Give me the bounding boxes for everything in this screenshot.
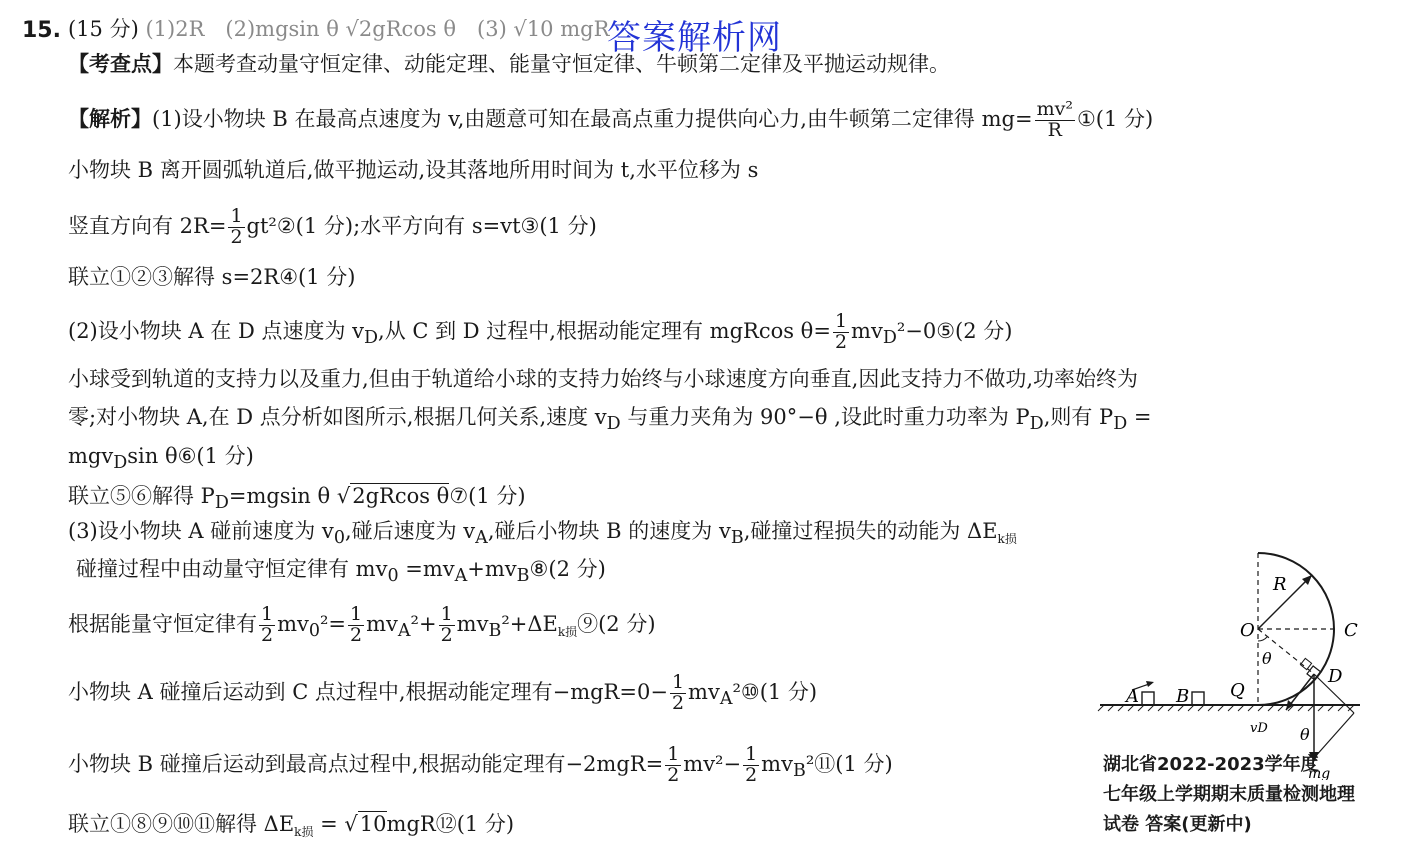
subscript: B [488, 621, 502, 642]
text: ²⑩(1 分) [732, 679, 818, 704]
denominator: 2 [350, 623, 363, 646]
label-vD: vD [1250, 721, 1268, 736]
subscript: 0 [333, 528, 345, 549]
text: 联立⑤⑥解得 P [68, 484, 215, 508]
text: 根据能量守恒定律有 [68, 611, 257, 636]
solution-line-13 [68, 673, 817, 714]
denominator: 2 [230, 225, 243, 248]
text: mv²− [683, 751, 742, 776]
sqrt-content: 2gRcos θ [352, 484, 450, 508]
text: ⑧(2 分) [529, 557, 606, 581]
subscript: A [397, 621, 411, 642]
numerator: 1 [261, 603, 274, 625]
solution-line-11 [76, 555, 606, 590]
text: (1)设小物块 B 在最高点速度为 v,由题意可知在最高点重力提供向心力,由牛顿第二定律得 mg= [152, 106, 1033, 131]
text: ²+ [410, 611, 437, 636]
subscript: A [454, 566, 468, 587]
numerator: 1 [440, 603, 453, 625]
solution-line-5 [68, 312, 1012, 353]
text: ,碰后速度为 v [344, 519, 476, 543]
text: mv [688, 679, 720, 704]
subscript: A [475, 528, 488, 549]
subscript: A [719, 689, 733, 710]
text: mv [761, 751, 793, 776]
numerator: 1 [834, 310, 848, 332]
text: mv [456, 611, 489, 636]
block-b [1192, 692, 1204, 705]
footer-line-1: 湖北省2022-2023学年度 [1103, 754, 1319, 775]
subscript: k损 [997, 532, 1017, 547]
denominator: 2 [261, 623, 274, 646]
text: mv [277, 611, 309, 636]
solution-line-2: 小物块 B 离开圆弧轨道后,做平抛运动,设其落地所用时间为 t,水平位移为 s [68, 158, 759, 182]
denominator: 2 [745, 763, 758, 786]
solution-line-9: 联立⑤⑥解得 $P_D=mgsin$ θ √2gRcos θ⑦(1 分) [68, 484, 526, 514]
denominator: R [1047, 118, 1062, 141]
text: ,碰撞过程损失的动能为 ΔE [743, 519, 998, 543]
exam-points [68, 50, 950, 78]
fraction [439, 605, 455, 646]
sqrt-content: 10 [359, 812, 387, 836]
text: (2)设小物块 A 在 D 点速度为 v [68, 318, 364, 343]
subscript: 0 [387, 566, 399, 587]
text: mgR⑫(1 分) [386, 812, 515, 836]
label-R: R [1273, 574, 1287, 595]
text: ①(1 分) [1076, 106, 1154, 131]
solution-line-12 [68, 605, 656, 646]
label-D: D [1328, 666, 1343, 687]
text: mgv [68, 444, 114, 468]
solution-line-10 [68, 517, 1017, 553]
exam-points-text: 本题考查动量守恒定律、动能定理、能量守恒定律、牛顿第二定律及平抛运动规律。 [173, 52, 950, 76]
fraction [348, 605, 364, 646]
fraction [1035, 100, 1075, 141]
label-B: B [1176, 686, 1190, 707]
solution-line-7 [68, 403, 1152, 438]
numerator: 1 [745, 743, 758, 765]
text: ,从 C 到 D 过程中,根据动能定理有 mgRcos θ= [378, 318, 831, 343]
text: = [1127, 405, 1152, 429]
denominator: 2 [440, 623, 453, 646]
text: 联立①⑧⑨⑩⑪解得 ΔE [68, 812, 295, 836]
block-a-arrowhead [1146, 681, 1154, 687]
score: (15 分) [68, 17, 139, 41]
subscript: D [882, 328, 897, 349]
text: 竖直方向有 2R= [68, 213, 227, 238]
text: = [313, 812, 345, 836]
text: mv [366, 611, 398, 636]
question-number: 15. [22, 18, 61, 43]
answer-summary [68, 15, 609, 43]
label-O: O [1240, 620, 1255, 641]
text: sin θ⑥(1 分) [127, 444, 254, 468]
subscript: B [730, 528, 744, 549]
denominator: 2 [671, 691, 685, 714]
final-answers: (1)2R (2)mgsin θ √2gRcos θ (3) √10 mgR [145, 17, 610, 41]
text: ⑨(2 分) [577, 611, 656, 636]
text: =mgsin θ [228, 484, 337, 508]
subscript: D [1029, 414, 1044, 435]
solution-line-1 [68, 100, 1153, 141]
block-a [1142, 692, 1154, 705]
numerator: 1 [350, 603, 363, 625]
subscript: B [792, 761, 806, 782]
footer-line-2: 七年级上学期期末质量检测地理 [1103, 784, 1355, 805]
text: 小物块 B 碰撞后运动到最高点过程中,根据动能定理有−2mgR= [68, 751, 664, 776]
label-mg: mg [1308, 766, 1331, 780]
subscript: k损 [294, 825, 314, 840]
denominator: 2 [667, 763, 680, 786]
subscript: D [113, 453, 128, 474]
fraction [665, 745, 681, 786]
numerator: mv² [1036, 98, 1073, 120]
text: mv [851, 318, 883, 343]
physics-figure [1090, 540, 1390, 780]
solution-line-6: 小球受到轨道的支持力以及重力,但由于轨道给小球的支持力始终与小球速度方向垂直,因此支持力不做功,功率始终为 [68, 367, 1139, 391]
subscript: k损 [557, 625, 578, 640]
subscript: 0 [308, 621, 321, 642]
label-theta-d: θ [1300, 725, 1310, 744]
text: +mv [467, 557, 517, 581]
text: 小物块 A 碰撞后运动到 C 点过程中,根据动能定理有−mgR=0− [68, 679, 668, 704]
label-Q: Q [1230, 680, 1245, 701]
solution-line-15: 联立①⑧⑨⑩⑪解得 $\Delta E_{k损}$ = √10mgR⑫(1 分) [68, 812, 515, 840]
theta-arc-o [1258, 637, 1267, 641]
exam-points-label: 【考查点】 [68, 51, 173, 76]
solution-line-4: 联立①②③解得 s=2R④(1 分) [68, 265, 356, 289]
subscript: D [606, 414, 621, 435]
text: ²−0⑤(2 分) [896, 318, 1013, 343]
text: 与重力夹角为 90°−θ ,设此时重力功率为 P [620, 405, 1030, 429]
numerator: 1 [667, 743, 680, 765]
label-theta-o: θ [1262, 649, 1272, 668]
label-C: C [1344, 620, 1358, 641]
text: ²+ΔE [501, 611, 558, 636]
fraction [833, 312, 849, 353]
numerator: 1 [230, 205, 243, 227]
text: gt²②(1 分);水平方向有 s=vt③(1 分) [246, 213, 597, 238]
fraction [259, 605, 275, 646]
denominator: 2 [834, 330, 848, 353]
fraction [228, 207, 244, 248]
text: ,则有 P [1043, 405, 1114, 429]
subscript: B [516, 566, 530, 587]
construction-line [1314, 713, 1354, 758]
subscript: D [364, 328, 379, 349]
text: ,碰后小物块 B 的速度为 v [487, 519, 731, 543]
fraction [743, 745, 759, 786]
text: ²⑪(1 分) [805, 751, 893, 776]
text: 碰撞过程中由动量守恒定律有 mv [76, 557, 388, 581]
subscript: D [214, 493, 229, 514]
label-A: A [1126, 686, 1139, 707]
subscript: D [1113, 414, 1128, 435]
watermark: 答案解析网 [607, 18, 782, 58]
text: (3)设小物块 A 碰前速度为 v [68, 519, 334, 543]
fraction [670, 673, 686, 714]
solution-line-14 [68, 745, 893, 786]
numerator: 1 [671, 671, 685, 693]
footer-line-3: 试卷 答案(更新中) [1103, 814, 1252, 835]
text: 零;对小物块 A,在 D 点分析如图所示,根据几何关系,速度 v [68, 405, 607, 429]
text: ⑦(1 分) [449, 484, 526, 508]
solution-line-8 [68, 442, 254, 477]
solution-line-3 [68, 207, 597, 248]
text: ²= [320, 611, 347, 636]
analysis-label: 【解析】 [68, 105, 152, 131]
text: =mv [398, 557, 455, 581]
